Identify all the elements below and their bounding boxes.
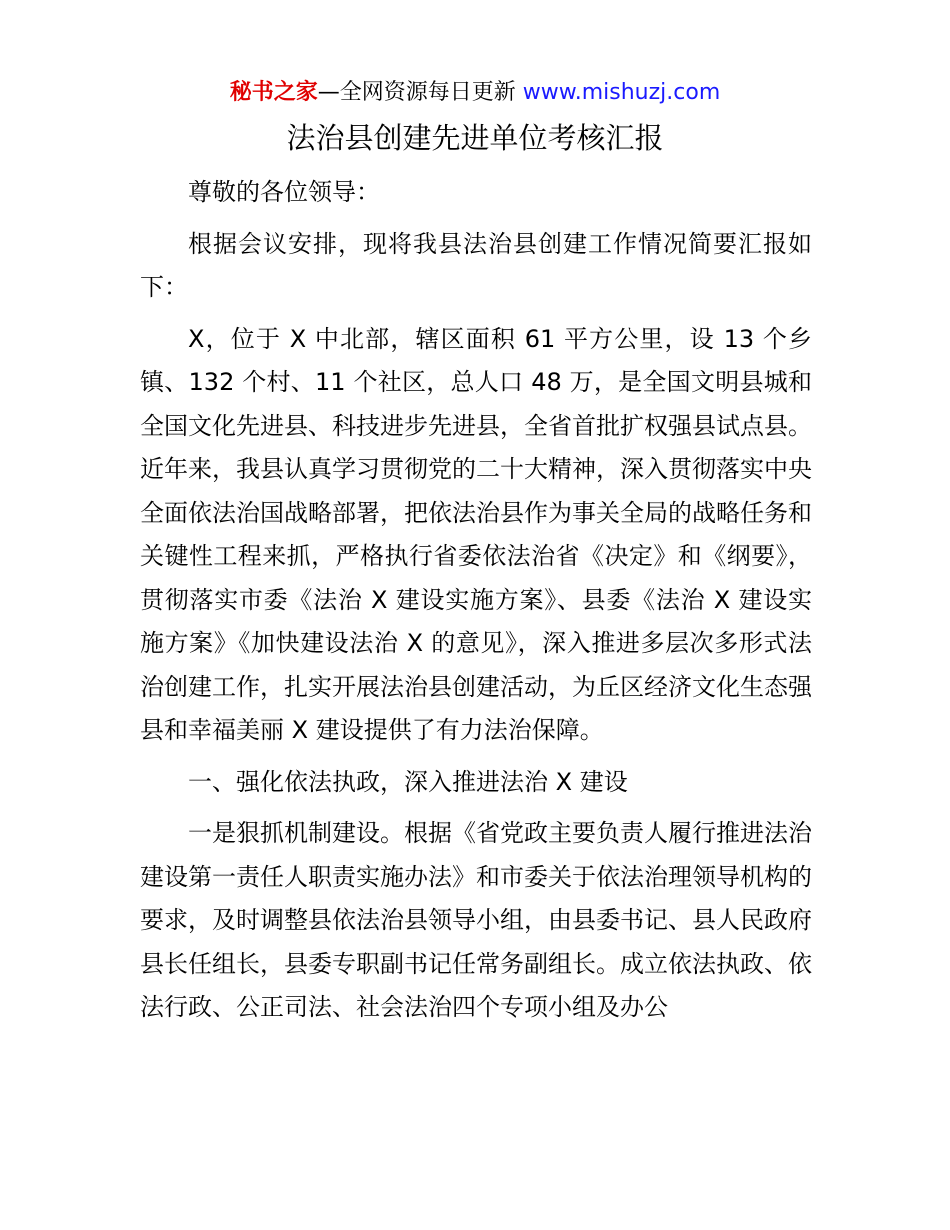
site-brand: 秘书之家 — [229, 80, 318, 105]
section-heading: 一、强化依法执政，深入推进法治 X 建设 — [188, 767, 628, 796]
site-tagline: —全网资源每日更新 — [317, 80, 523, 105]
site-header — [0, 76, 950, 110]
document-body — [140, 171, 812, 1038]
salutation: 尊敬的各位领导： — [188, 178, 380, 206]
site-url-link[interactable]: www.mishuzj.com — [522, 80, 721, 105]
overview-paragraph: X，位于 X 中北部，辖区面积 61 平方公里，设 13 个乡镇、132 个村、11 个社区，总人口 48 万，是全国文明县城和全国文化先进县、科技进步先进县，全省首批扩权强县试点县。近年来，我县认真学习贯彻党的二十大精神，深入贯彻落实中央全面依法治国战略部署，把依法治县作为事关全局的战略任务和关键性工程来抓，严格执行省委依法治省《决定》和《纲要》，贯彻落实市委《法治 X 建设实施方案》、县委《法治 X 建设实施方案》《加快建设法治 X 的意见》，深入推进多层次多形式法治创建工作，扎实开展法治县创建活动，为丘区经济文化生态强县和幸福美丽 X 建设提供了有力法治保障。 — [140, 324, 812, 744]
intro-paragraph: 根据会议安排，现将我县法治县创建工作情况简要汇报如下： — [140, 229, 812, 301]
section-paragraph: 一是狠抓机制建设。根据《省党政主要负责人履行推进法治建设第一责任人职责实施办法》和市委关于依法治理领导机构的要求，及时调整县依法治县领导小组，由县委书记、县人民政府县长任组长，县委专职副书记任常务副组长。成立依法执政、依法行政、公正司法、社会法治四个专项小组及办公 — [140, 819, 812, 1021]
document-title: 法治县创建先进单位考核汇报 — [286, 121, 664, 155]
